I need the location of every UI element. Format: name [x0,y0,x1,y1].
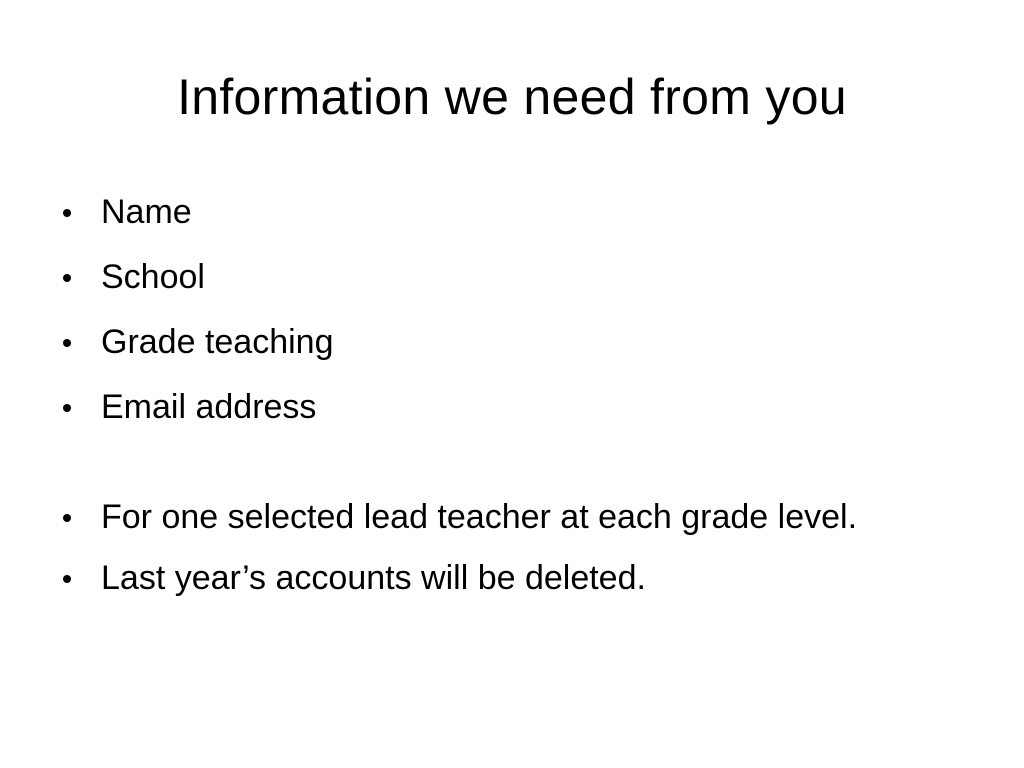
bullet-dot-icon [63,209,71,217]
bullet-text: Last year’s accounts will be deleted. [101,559,646,597]
bullet-dot-icon [63,274,71,282]
bullet-item-lead-teacher [58,495,938,539]
bullet-item-name [58,190,938,234]
slide-title: Information we need from you [177,69,847,125]
bullet-text: Email address [101,388,317,426]
bullet-item-accounts-deleted [58,556,938,600]
bullet-dot-icon [63,339,71,347]
bullet-text: School [101,258,205,296]
bullet-dot-icon [63,404,71,412]
bullet-dot-icon [63,575,71,583]
bullet-dot-icon [63,514,71,522]
bullet-text: For one selected lead teacher at each grade level. [101,498,858,536]
bullet-text: Name [101,193,192,231]
bullet-item-email-address [58,385,938,429]
bullet-item-school [58,255,938,299]
bullet-list [58,190,938,621]
bullet-text: Grade teaching [101,323,334,361]
bullet-item-grade-teaching [58,320,938,364]
